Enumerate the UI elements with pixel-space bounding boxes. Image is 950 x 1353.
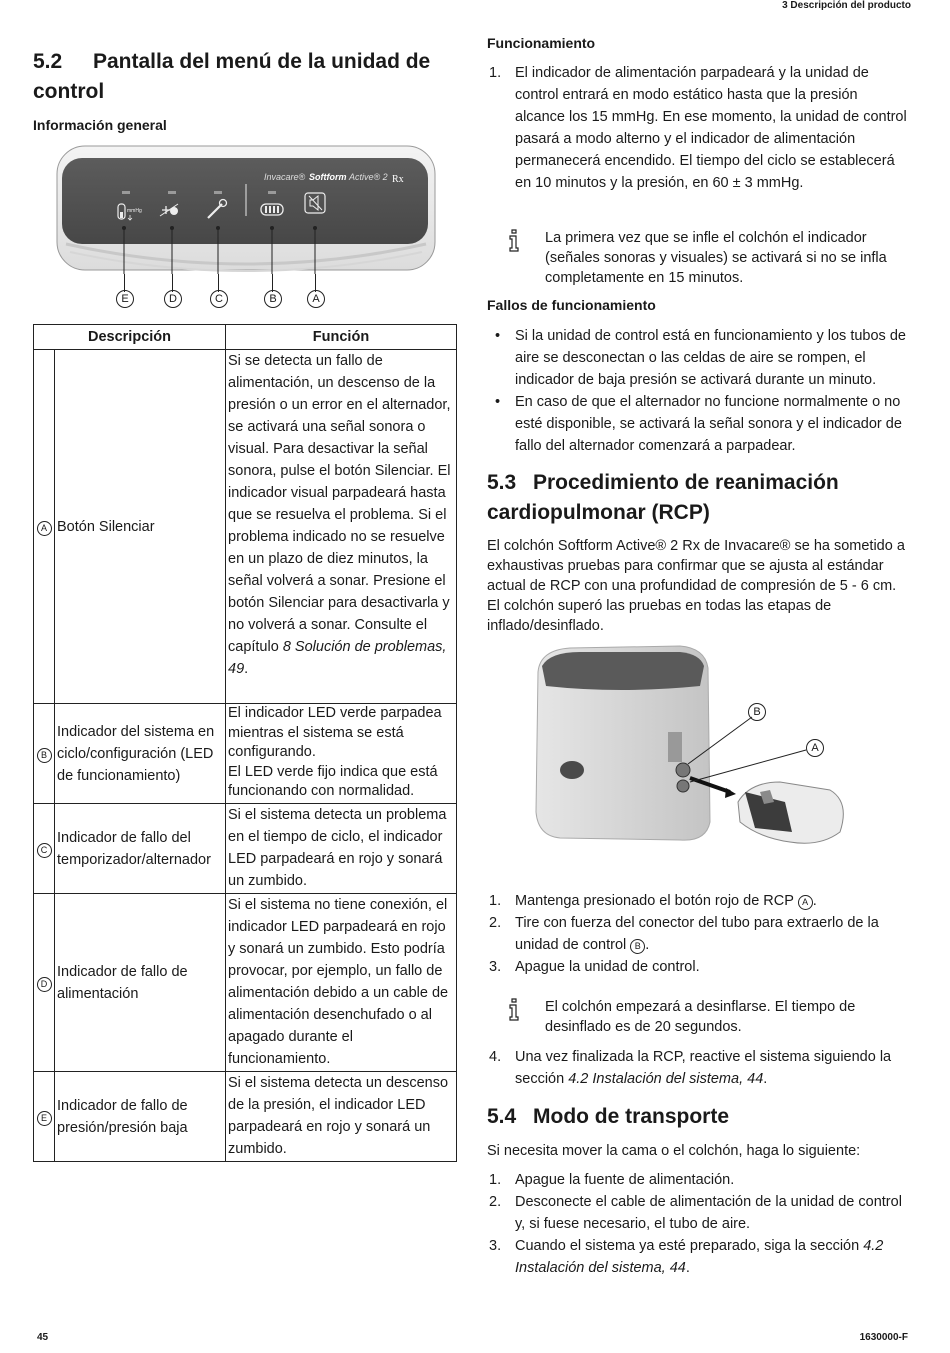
section-reference: 4.2 Instalación del sistema, 44 [515, 1238, 884, 1276]
control-panel-illustration [56, 144, 436, 274]
panel-brand-prefix: Invacare® [264, 172, 306, 182]
row-letter: A [37, 521, 52, 536]
section-title: Procedimiento de reanimación cardiopulmonar (RCP) [487, 471, 839, 524]
row-function: Si el sistema detecta un descenso de la presión, el indicador LED parpadeará en rojo y sonará un zumbido. [226, 1072, 457, 1162]
fallos-list [487, 325, 907, 457]
callout-e: E [116, 290, 134, 308]
section-5-2-heading [33, 47, 433, 107]
photo-callout-a: A [806, 739, 824, 757]
section-title: Modo de transporte [533, 1105, 730, 1128]
table-row [34, 704, 457, 804]
svg-text:mmHg: mmHg [127, 208, 142, 214]
table-row [34, 894, 457, 1072]
callout-ref: B [630, 939, 645, 954]
description-table [33, 324, 457, 1162]
callout-a: A [307, 290, 325, 308]
list-item: 3. Apague la unidad de control. [489, 959, 700, 975]
row-letter: D [37, 977, 52, 992]
running-header: 3 Descripción del producto [782, 0, 911, 11]
row-description: Botón Silenciar [55, 350, 226, 704]
row-letter: C [37, 843, 52, 858]
fallos-heading: Fallos de funcionamiento [487, 297, 656, 313]
document-code: 1630000-F [859, 1332, 908, 1343]
row-letter: E [37, 1111, 52, 1126]
row-function: Si el sistema detecta un problema en el tiempo de ciclo, el indicador LED parpadeará en rojo y sonará un zumbido. [226, 804, 457, 894]
panel-brand-suffix: Active® 2 [349, 172, 388, 182]
panel-brand-name: Softform [309, 172, 347, 182]
section-5-3-heading [487, 468, 907, 528]
header-descripcion: Descripción [34, 325, 226, 350]
row-function: Si el sistema no tiene conexión, el indicador LED parpadeará en rojo y sonará un zumbido. Esto podría provocar, por ejemplo, un fallo de alimentación debido a un cable de alimentación desenchufado o al apagado durante el funcionamiento. [226, 894, 457, 1072]
note-text: El colchón empezará a desinflarse. El tiempo de desinflado es de 20 segundos. [545, 999, 856, 1035]
section-title: Pantalla del menú de la unidad de control [33, 50, 431, 103]
info-icon [507, 997, 521, 1026]
photo-callout-b: B [748, 703, 766, 721]
callout-d: D [164, 290, 182, 308]
info-note [487, 228, 907, 288]
row-function: El indicador LED verde parpadea mientras el sistema se está configurando. El LED verde fijo indica que está funcionando con normalidad. [226, 704, 457, 804]
list-item: 2. Tire con fuerza del conector del tubo para extraerlo de la unidad de control B . [489, 915, 879, 953]
table-row [34, 1072, 457, 1162]
list-item: 1. Apague la fuente de alimentación. [489, 1172, 735, 1188]
list-item: 1. Mantenga presionado el botón rojo de RCP A . [489, 893, 817, 909]
funcionamiento-heading: Funcionamiento [487, 35, 596, 51]
row-description: Indicador del sistema en ciclo/configuración (LED de funcionamiento) [55, 704, 226, 804]
callout-b: B [264, 290, 282, 308]
rcp-steps-continued [487, 1046, 907, 1090]
table-row [34, 350, 457, 704]
funcionamiento-steps [487, 62, 907, 194]
list-item: • Si la unidad de control está en funcionamiento y los tubos de aire se desconectan o las celdas de aire se rompen, el indicador de baja presión se activará durante un minuto. [487, 325, 907, 391]
chapter-reference: 8 Solución de problemas, 49 [228, 639, 447, 677]
section-5-4-intro: Si necesita mover la cama o el colchón, haga lo siguiente: [487, 1143, 861, 1159]
section-number: 5.4 [487, 1105, 517, 1128]
callout-c: C [210, 290, 228, 308]
section-reference: 4.2 Instalación del sistema, 44 [568, 1071, 764, 1087]
row-function: Si se detecta un fallo de alimentación, un descenso de la presión o un error en el alternador, se activará una señal sonora o visual. Para desactivar la señal sonora, pulse el botón Silenciar. El indicador visual parpadeará hasta que se resuelva el problema. Si el problema indicado no se resuelve en un plazo de diez minutos, la señal volverá a sonar. Presione el botón Silenciar para desactivarla y no volverá a sonar. Consulte el capítulo 8 Solución de problemas, 49. [226, 350, 457, 704]
row-description: Indicador de fallo de alimentación [55, 894, 226, 1072]
panel-brand-rx: Rx [392, 174, 404, 185]
row-letter: B [37, 748, 52, 763]
table-header-row [34, 325, 457, 350]
panel-callouts [108, 290, 338, 314]
cpr-connector-photo [530, 642, 860, 862]
note-text: La primera vez que se infle el colchón el indicador (señales sonoras y visuales) se activará si no se infla completamente en 15 minutos. [545, 230, 887, 286]
rcp-steps [487, 890, 907, 978]
info-note [487, 997, 907, 1037]
row-description: Indicador de fallo de presión/presión baja [55, 1072, 226, 1162]
info-general-heading: Información general [33, 117, 167, 133]
section-5-4-heading [487, 1102, 907, 1132]
callout-ref: A [798, 895, 813, 910]
list-item: 2. Desconecte el cable de alimentación de la unidad de control y, si fuese necesario, el tubo de aire. [489, 1194, 902, 1232]
list-item: 4. Una vez finalizada la RCP, reactive el sistema siguiendo la sección 4.2 Instalación del sistema, 44. [489, 1049, 892, 1087]
list-item: 1. El indicador de alimentación parpadeará y la unidad de control entrará en modo estático hasta que la presión alcance los 15 mmHg. En ese momento, la unidad de control pasará a modo alterno y el indicador de alimentación permanecerá encendido. El tiempo del ciclo se establecerá en 10 minutos y la presión, en 60 ± 3 mmHg. [489, 65, 907, 191]
section-number: 5.2 [33, 50, 63, 73]
table-row [34, 804, 457, 894]
info-icon [507, 228, 521, 257]
section-number: 5.3 [487, 471, 517, 494]
section-5-3-body: El colchón Softform Active® 2 Rx de Invacare® se ha sometido a exhaustivas pruebas para confirmar que se ajusta al estándar actual de RCP con una profundidad de compresión de 5 - 6 cm. El colchón superó las pruebas en todas las etapas de inflado/desinflado. [487, 538, 905, 634]
header-funcion: Función [226, 325, 457, 350]
page-number: 45 [37, 1332, 49, 1343]
row-description: Indicador de fallo del temporizador/alternador [55, 804, 226, 894]
list-item: • En caso de que el alternador no funcione normalmente o no esté disponible, se activará la señal sonora y el indicador de fallo del alternador comenzará a parpadear. [487, 391, 907, 457]
transport-steps [487, 1169, 907, 1279]
list-item: 3. Cuando el sistema ya esté preparado, siga la sección 4.2 Instalación del sistema, 44. [489, 1238, 884, 1276]
